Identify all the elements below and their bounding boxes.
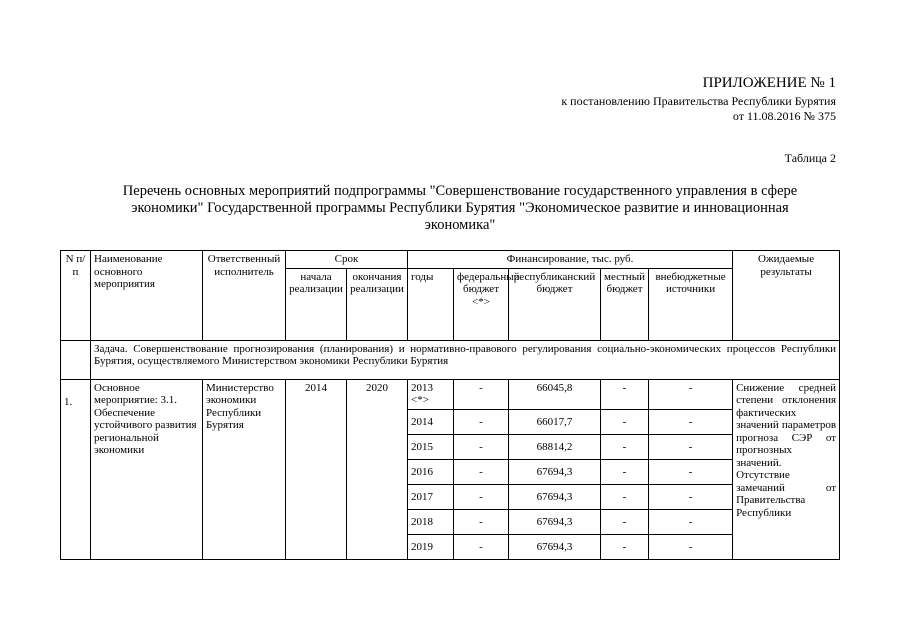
year-cell: 2015 bbox=[408, 434, 454, 459]
extra-cell: - bbox=[649, 459, 733, 484]
measure-results: Снижение средней степени отклонения фактических значений параметров прогноза СЭР от прогнозных значений. Отсутствие замечаний от Правительства Республики bbox=[733, 379, 840, 559]
republic-cell: 67694,3 bbox=[509, 459, 601, 484]
measures-table bbox=[60, 250, 840, 560]
header-period: Срок bbox=[286, 251, 408, 269]
extra-cell: - bbox=[649, 484, 733, 509]
appendix-title: ПРИЛОЖЕНИЕ № 1 bbox=[702, 75, 836, 91]
header-name: Наименование основного мероприятия bbox=[91, 251, 203, 341]
year-cell: 2018 bbox=[408, 509, 454, 534]
year-cell: 2017 bbox=[408, 484, 454, 509]
measure-row bbox=[61, 379, 840, 409]
header-republic: республиканский бюджет bbox=[509, 268, 601, 340]
federal-cell: - bbox=[454, 509, 509, 534]
header-federal: федеральный бюджет <*> bbox=[454, 268, 509, 340]
measure-num: 1. bbox=[61, 379, 91, 559]
measure-start: 2014 bbox=[286, 379, 347, 559]
federal-cell: - bbox=[454, 459, 509, 484]
header-financing: Финансирование, тыс. руб. bbox=[408, 251, 733, 269]
header-years: годы bbox=[408, 268, 454, 340]
local-cell: - bbox=[601, 459, 649, 484]
header-results: Ожидаемые результаты bbox=[733, 251, 840, 341]
local-cell: - bbox=[601, 534, 649, 559]
decree-reference: к постановлению Правительства Республики Бурятия bbox=[561, 94, 836, 108]
republic-cell: 67694,3 bbox=[509, 534, 601, 559]
header-period-start: начала реализации bbox=[286, 268, 347, 340]
decree-date: от 11.08.2016 № 375 bbox=[732, 109, 836, 123]
local-cell: - bbox=[601, 434, 649, 459]
header-local: местный бюджет bbox=[601, 268, 649, 340]
document-title: Перечень основных мероприятий подпрограммы "Совершенствование государственного управления в сфере экономики" Государственной программы Республики Бурятия "Экономическое развитие и инновационная экономика" bbox=[122, 183, 798, 233]
task-num-cell bbox=[61, 340, 91, 379]
header-extra: внебюджетные источники bbox=[649, 268, 733, 340]
header-num: N п/п bbox=[61, 251, 91, 341]
extra-cell: - bbox=[649, 534, 733, 559]
federal-cell: - bbox=[454, 434, 509, 459]
measure-name: Основное мероприятие: 3.1. Обеспечение устойчивого развития региональной экономики bbox=[91, 379, 203, 559]
federal-cell: - bbox=[454, 534, 509, 559]
local-cell: - bbox=[601, 484, 649, 509]
measure-end: 2020 bbox=[347, 379, 408, 559]
header-row-1 bbox=[61, 251, 840, 269]
year-cell: 2013 <*> bbox=[408, 379, 454, 409]
extra-cell: - bbox=[649, 434, 733, 459]
table-label: Таблица 2 bbox=[784, 151, 836, 165]
extra-cell: - bbox=[649, 409, 733, 434]
extra-cell: - bbox=[649, 379, 733, 409]
measure-executor: Министерство экономики Республики Бурятия bbox=[203, 379, 286, 559]
federal-cell: - bbox=[454, 379, 509, 409]
local-cell: - bbox=[601, 409, 649, 434]
task-row bbox=[61, 340, 840, 379]
local-cell: - bbox=[601, 379, 649, 409]
header-period-end: окончания реализации bbox=[347, 268, 408, 340]
local-cell: - bbox=[601, 509, 649, 534]
task-text: Задача. Совершенствование прогнозирования (планирования) и нормативно-правового регулирования социально-экономических процессов Республики Бурятия, осуществляемого Министерством экономики Республики Бурятия bbox=[91, 340, 840, 379]
republic-cell: 66017,7 bbox=[509, 409, 601, 434]
year-cell: 2014 bbox=[408, 409, 454, 434]
republic-cell: 67694,3 bbox=[509, 484, 601, 509]
year-cell: 2016 bbox=[408, 459, 454, 484]
header-executor: Ответственный исполнитель bbox=[203, 251, 286, 341]
extra-cell: - bbox=[649, 509, 733, 534]
republic-cell: 68814,2 bbox=[509, 434, 601, 459]
republic-cell: 66045,8 bbox=[509, 379, 601, 409]
federal-cell: - bbox=[454, 484, 509, 509]
republic-cell: 67694,3 bbox=[509, 509, 601, 534]
federal-cell: - bbox=[454, 409, 509, 434]
year-cell: 2019 bbox=[408, 534, 454, 559]
